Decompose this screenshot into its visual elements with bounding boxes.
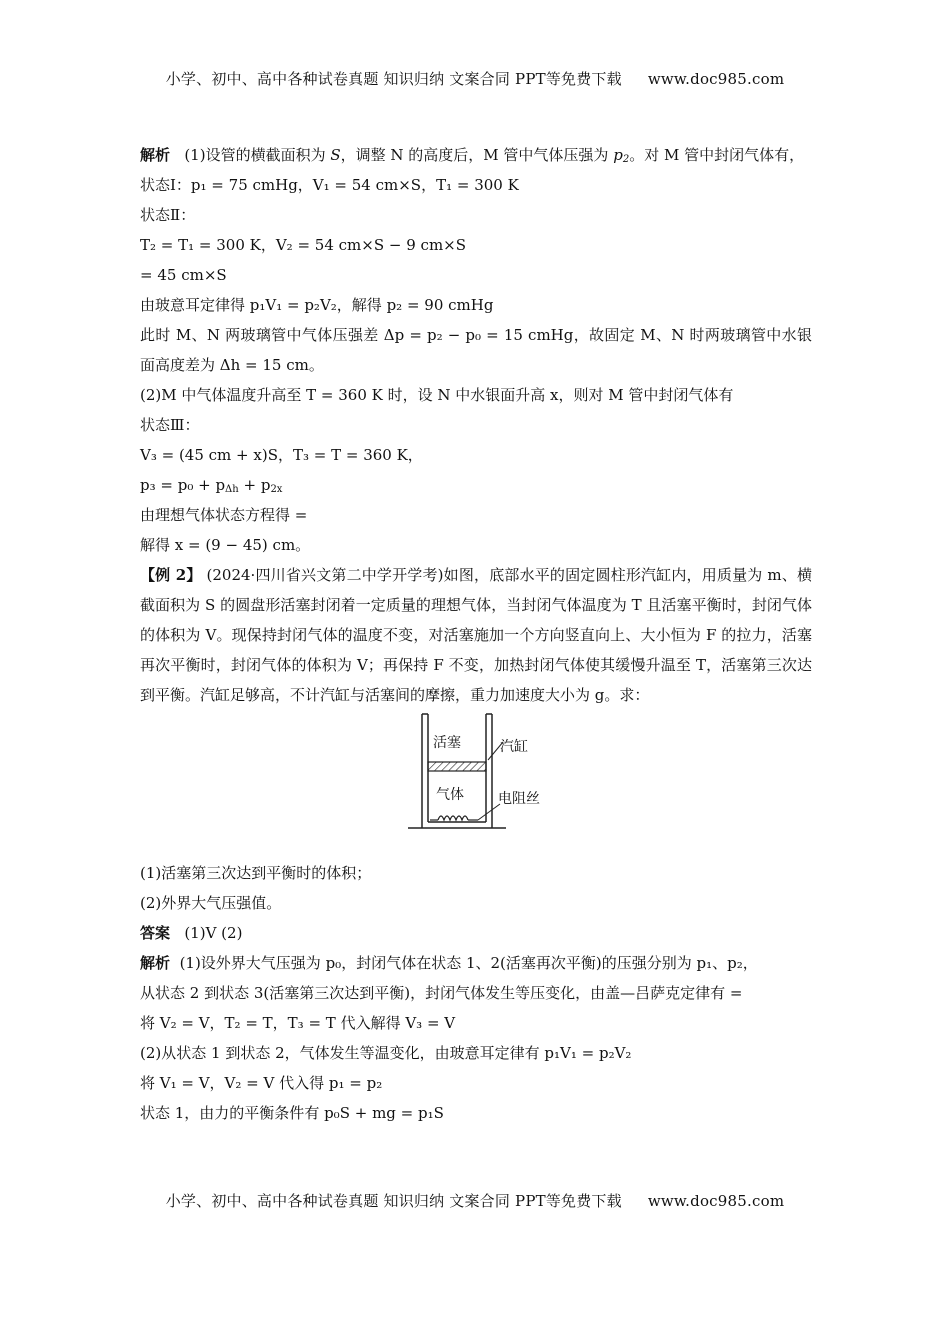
- state-3-v: V₃ = (45 cm + x)S，T₃ = T = 360 K，: [140, 446, 423, 464]
- var-s: S: [330, 146, 341, 164]
- label-gas: 气体: [436, 787, 464, 803]
- intro-text-b: ，调整 N 的高度后，M 管中气体压强为: [340, 146, 609, 164]
- p3-plus: + p: [238, 476, 271, 494]
- solution2-line1: [140, 948, 812, 978]
- solution2-line2: 从状态 2 到状态 3(活塞第三次达到平衡)，封闭气体发生等压变化，由盖—吕萨克定律有 =: [140, 984, 743, 1002]
- solution-intro: [140, 140, 812, 170]
- page-content: [140, 140, 812, 1128]
- p3-sub-b: 2x: [270, 484, 283, 495]
- ideal-gas-line: 由理想气体状态方程得 =: [140, 506, 308, 524]
- cylinder-diagram: [408, 712, 548, 856]
- footer-site: www.doc985.com: [647, 1192, 785, 1210]
- question-1: (1)活塞第三次达到平衡时的体积；: [140, 864, 372, 882]
- intro-text-c: 。对 M 管中封闭气体有，: [629, 146, 805, 164]
- label-wire: 电阻丝: [498, 791, 540, 807]
- piston-shape: [428, 762, 486, 771]
- pressure-diff: 此时 M、N 两玻璃管中气体压强差 Δp = p₂ − p₀ = 15 cmHg，故固定 M、N 时两玻璃管中水银面高度差为 Δh = 15 cm。: [140, 326, 812, 374]
- state-2-t: T₂ = T₁ = 300 K，V₂ = 54 cm×S − 9 cm×S: [140, 236, 467, 254]
- solution-label: 解析: [140, 146, 171, 164]
- question-2: (2)外界大气压强值。: [140, 894, 282, 912]
- answer-label: 答案: [140, 924, 171, 942]
- var-p2: $p_2$: [613, 146, 630, 165]
- state-3-label: 状态Ⅲ：: [140, 416, 200, 434]
- solve-line: 解得 x = (9 − 45) cm。: [140, 536, 311, 554]
- answer-line: [140, 918, 812, 948]
- example-text: (2024·四川省兴文第二中学开学考)如图，底部水平的固定圆柱形汽缸内，用质量为 m、横截面积为 S 的圆盘形活塞封闭着一定质量的理想气体，当封闭气体温度为 T 且活塞平衡时，封闭气体的体积为 V。现保持封闭气体的温度不变，对活塞施加一个方向竖直向上、大小恒为 F 的拉力，活塞再次平衡时，封闭气体的体积为 V；再保持 F 不变，加热封闭气体使其缓慢升温至 T，活塞第三次达到平衡。汽缸足够高，不计汽缸与活塞间的摩擦，重力加速度大小为 g。求：: [140, 566, 812, 704]
- wire-pointer: [478, 804, 500, 820]
- state-1: 状态Ⅰ：p₁ = 75 cmHg，V₁ = 54 cm×S，T₁ = 300 K: [140, 176, 519, 194]
- p3-text: p₃ = p₀ + p: [140, 476, 226, 494]
- label-cylinder: 汽缸: [500, 739, 528, 755]
- wire-coil: [438, 816, 468, 820]
- state-2-v: = 45 cm×S: [140, 266, 227, 284]
- part-2-intro: (2)M 中气体温度升高至 T = 360 K 时，设 N 中水银面升高 x，则对 M 管中封闭气体有: [140, 386, 734, 404]
- example-label: 【例 2】: [140, 566, 202, 584]
- example-2: [140, 560, 812, 710]
- state-2-label: 状态Ⅱ：: [140, 206, 196, 224]
- footer-text: 小学、初中、高中各种试卷真题 知识归纳 文案合同 PPT等免费下载: [165, 1192, 622, 1210]
- state-3-p: [140, 470, 812, 500]
- solution2-line4: (2)从状态 1 到状态 2，气体发生等温变化，由玻意耳定律有 p₁V₁ = p₂V₂: [140, 1044, 632, 1062]
- p3-sub-a: Δh: [225, 484, 239, 495]
- solution2-line5: 将 V₁ = V，V₂ = V 代入得 p₁ = p₂: [140, 1074, 383, 1092]
- solution2-text1: (1)设外界大气压强为 p₀，封闭气体在状态 1、2(活塞再次平衡)的压强分别为 p₁、p₂，: [179, 954, 758, 972]
- solution2-line3: 将 V₂ = V，T₂ = T，T₃ = T 代入解得 V₃ = V: [140, 1014, 456, 1032]
- header-site: www.doc985.com: [647, 70, 785, 88]
- solution2-line6: 状态 1，由力的平衡条件有 p₀S + mg = p₁S: [140, 1104, 444, 1122]
- boyle-law-line: 由玻意耳定律得 p₁V₁ = p₂V₂，解得 p₂ = 90 cmHg: [140, 296, 494, 314]
- answer-value: (1)V (2): [184, 924, 243, 942]
- intro-text-a: (1)设管的横截面积为: [184, 146, 326, 164]
- page-footer: [0, 1190, 950, 1211]
- solution2-label: 解析: [140, 954, 171, 972]
- header-text: 小学、初中、高中各种试卷真题 知识归纳 文案合同 PPT等免费下载: [165, 70, 622, 88]
- cylinder-figure: [140, 710, 812, 858]
- label-piston: 活塞: [433, 735, 461, 751]
- page-header: [0, 68, 950, 89]
